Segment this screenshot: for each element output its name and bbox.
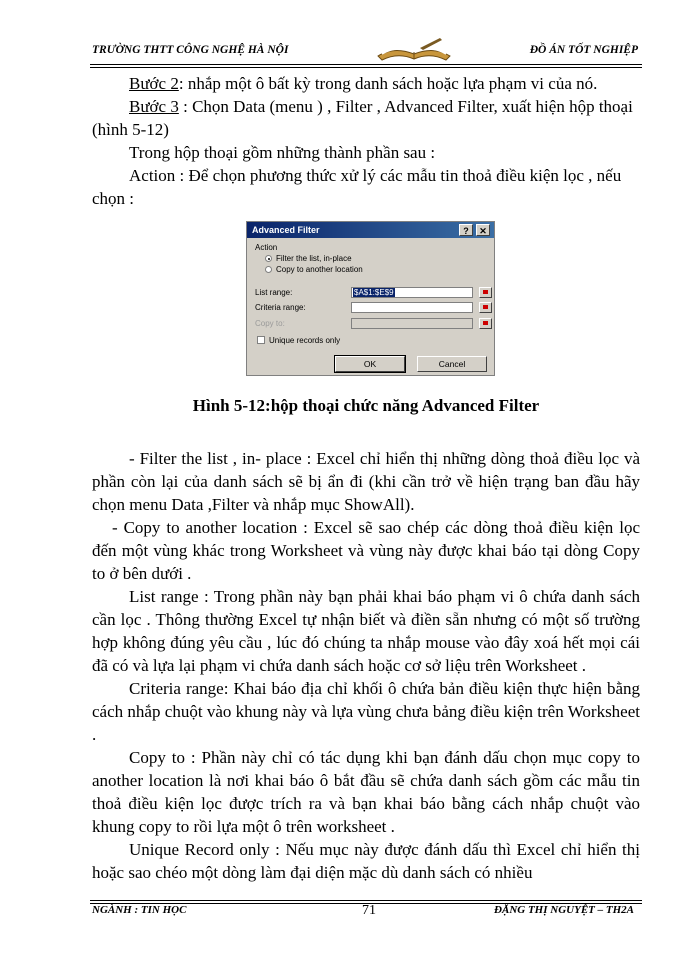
- list-range-value: $A$1:$E$9: [354, 288, 394, 297]
- footer-rule: [90, 900, 642, 901]
- figure-caption: Hình 5-12:hộp thoại chức năng Advanced Filter: [192, 396, 540, 415]
- collapse-dialog-icon[interactable]: [479, 302, 492, 313]
- radio-filter-label: Filter the list, in-place: [276, 254, 352, 263]
- collapse-dialog-icon[interactable]: [479, 287, 492, 298]
- advanced-filter-dialog: [246, 221, 495, 376]
- criteria-range-label: Criteria range:: [255, 303, 306, 312]
- paragraph-unique-record: Unique Record only : Nếu mục này được đánh dấu thì Excel chỉ hiển thị hoặc sao chéo một dòng làm đại diện mặc dù danh sách có nhiều: [92, 840, 640, 882]
- radio-unselected-icon: [265, 266, 272, 273]
- step-3-text: : Chọn Data (menu ) , Filter , Advanced Filter, xuất hiện hộp thoại (hình 5-12): [92, 97, 633, 139]
- radio-filter-in-place[interactable]: [265, 254, 352, 264]
- cancel-button[interactable]: Cancel: [417, 356, 487, 372]
- step-2-label: Bước 2: [129, 74, 179, 93]
- header-rule-thin: [90, 67, 642, 68]
- unique-records-checkbox[interactable]: [257, 336, 340, 346]
- open-book-icon: [374, 36, 454, 62]
- paragraph-copy-to-another: - Copy to another location : Excel sẽ sao chép các dòng thoả điều kiện lọc đến một vùng khác trong Worksheet và vùng này được khai báo tại dòng Copy to ở bên dưới .: [92, 518, 640, 583]
- dialog-title: Advanced Filter: [252, 225, 320, 235]
- copy-to-input[interactable]: [351, 318, 473, 329]
- step-2: [92, 72, 640, 95]
- page-body: [92, 72, 640, 884]
- action-group-label: Action: [255, 243, 278, 252]
- radio-copy-to-location[interactable]: [265, 265, 363, 275]
- paragraph-criteria-range: Criteria range: Khai báo địa chỉ khối ô chứa bản điều kiện thực hiện bằng cách nhắp chuột vào khung này và lựa vùng chưa bảng điều kiện trên Worksheet .: [92, 679, 640, 744]
- list-range-label: List range:: [255, 288, 293, 297]
- criteria-range-input[interactable]: [351, 302, 473, 313]
- paragraph-copy-to: Copy to : Phần này chỉ có tác dụng khi bạn đánh dấu chọn mục copy to another location là nơi khai báo ô bắt đầu sẽ chứa danh sách gồm các mẫu tin thoả điều kiện lọc được trích ra và bạn khai báo bằng cách nhắp chuột vào khung copy to rồi lựa một ô trên worksheet .: [92, 748, 640, 836]
- figure: [92, 210, 640, 376]
- page-header: [90, 42, 640, 62]
- header-rule: [90, 64, 642, 65]
- radio-copy-label: Copy to another location: [276, 265, 363, 274]
- copy-to-label: Copy to:: [255, 319, 285, 328]
- step-3-label: Bước 3: [129, 97, 179, 116]
- footer-author: ĐẶNG THỊ NGUYỆT – TH2A: [494, 904, 634, 916]
- checkbox-icon: [257, 336, 265, 344]
- action-paragraph: Action : Để chọn phương thức xử lý các mẫu tin thoả điều kiện lọc , nếu chọn :: [92, 166, 622, 208]
- collapse-dialog-icon[interactable]: [479, 318, 492, 329]
- paragraph-list-range: List range : Trong phần này bạn phải khai báo phạm vi ô chứa danh sách cần lọc . Thông thường Excel tự nhận biết và điền sẵn nhưng có một số trường hợp không đúng yêu cầu , lúc đó chúng ta nhắp mouse vào đây xoá hết mọi cái đã có và lựa lại phạm vi chứa danh sách hoặc cơ sở liệu trên Worksheet .: [92, 587, 640, 675]
- components-intro: Trong hộp thoại gồm những thành phần sau :: [129, 143, 436, 162]
- paragraph-filter-in-place: - Filter the list , in- place : Excel chỉ hiển thị những dòng thoả điều lọc và phần còn lại của danh sách sẽ bị ẩn đi (khi cần trở về hiện trạng ban đầu hãy chọn menu Data ,Filter và nhắp mục ShowAll).: [92, 449, 640, 514]
- step-3: [92, 95, 640, 141]
- header-title: ĐỒ ÁN TỐT NGHIỆP: [529, 44, 638, 56]
- header-school: TRƯỜNG THTT CÔNG NGHỆ HÀ NỘI: [92, 44, 289, 56]
- page-footer: [92, 904, 640, 924]
- close-button[interactable]: ✕: [476, 224, 490, 236]
- list-range-input[interactable]: [351, 287, 473, 298]
- radio-selected-icon: [265, 255, 272, 262]
- step-2-text: : nhắp một ô bất kỳ trong danh sách hoặc lựa phạm vi của nó.: [178, 74, 598, 93]
- dialog-titlebar: [247, 222, 494, 238]
- unique-records-label: Unique records only: [269, 336, 341, 345]
- page-number: 71: [362, 903, 376, 918]
- footer-major: NGÀNH : TIN HỌC: [92, 904, 187, 916]
- ok-button[interactable]: OK: [335, 356, 405, 372]
- help-button[interactable]: ?: [459, 224, 473, 236]
